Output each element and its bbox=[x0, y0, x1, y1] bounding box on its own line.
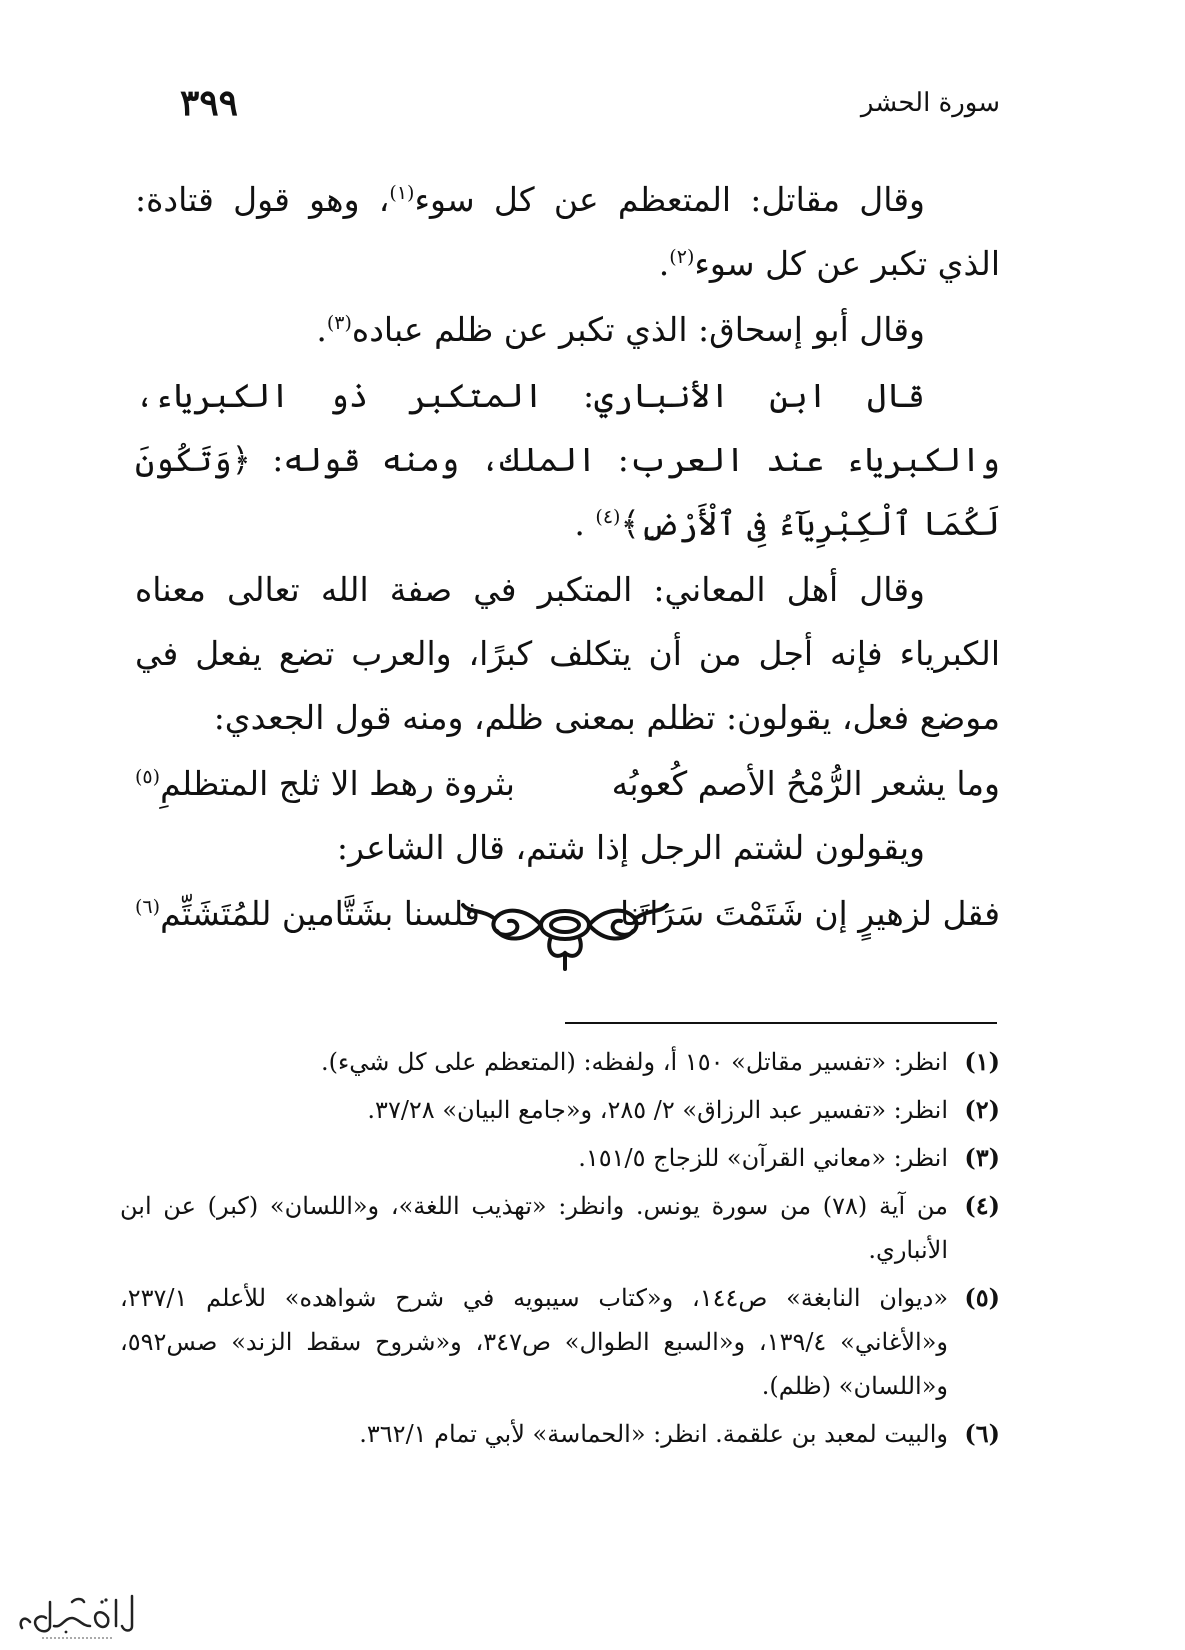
footnote-text: من آية (٧٨) من سورة يونس. وانظر: «تهذيب اللغة»، و«اللسان» (كبر) عن ابن الأنباري. bbox=[120, 1192, 949, 1264]
footnote-text: انظر: «تفسير عبد الرزاق» ٢/ ٢٨٥، و«جامع البيان» ٣٧/٢٨. bbox=[367, 1096, 948, 1124]
paragraph-muqatil bbox=[135, 168, 1000, 296]
page-number: ٣٩٩ bbox=[180, 82, 239, 124]
footnote-number: (٢) bbox=[964, 1095, 1000, 1124]
verse-text: فلسنا بشَتَّامين للمُتَشَتِّم bbox=[160, 894, 480, 933]
footnote-text: والبيت لمعبد بن علقمة. انظر: «الحماسة» لأبي تمام ٣٦٢/١. bbox=[359, 1420, 948, 1448]
paragraph-text: . bbox=[574, 504, 596, 543]
watermark-logo-icon bbox=[12, 1588, 142, 1643]
paragraph-ibn-alanbari bbox=[135, 364, 1000, 556]
paragraph-abu-ishaq bbox=[135, 298, 1000, 362]
footnote-text: انظر: «معاني القرآن» للزجاج ١٥١/٥. bbox=[578, 1144, 948, 1172]
footnote-separator bbox=[565, 1022, 997, 1024]
paragraph-text: . bbox=[658, 244, 670, 283]
paragraph-text: قال ابن الأنباري: المتكبر ذو الكبرياء، والكبرياء عند العرب: الملك، ومنه قوله: ﴿وَتَكُونَ لَكُمَا ٱلْكِبْرِيَآءُ فِى ٱلْأَرْضِ﴾ bbox=[135, 376, 1000, 543]
footnote-ref-5: (٥) bbox=[135, 766, 161, 788]
main-text bbox=[135, 168, 1000, 946]
footnote-item bbox=[120, 1088, 1000, 1132]
footnote-ref-4: (٤) bbox=[595, 506, 621, 528]
footnote-number: (٣) bbox=[964, 1143, 1000, 1172]
paragraph-text: وقال أبو إسحاق: الذي تكبر عن ظلم عباده bbox=[351, 310, 925, 349]
footnote-ref-2: (٢) bbox=[669, 246, 695, 268]
verse-first-hemistich: فقل لزهيرٍ إن شَتَمْتَ سَرَاتَنا bbox=[620, 894, 1000, 933]
verse-second-hemistich bbox=[135, 882, 480, 946]
footnote-ref-1: (١) bbox=[389, 182, 415, 204]
paragraph-shatm: ويقولون لشتم الرجل إذا شتم، قال الشاعر: bbox=[336, 828, 925, 867]
footnote-ref-6: (٦) bbox=[135, 896, 161, 918]
poetry-verse-1 bbox=[135, 752, 1000, 816]
footnote-item bbox=[120, 1184, 1000, 1272]
footnote-item bbox=[120, 1136, 1000, 1180]
footnote-number: (٥) bbox=[964, 1283, 1000, 1312]
footnotes bbox=[120, 1040, 1000, 1460]
footnote-item bbox=[120, 1276, 1000, 1408]
footnote-text: انظر: «تفسير مقاتل» ١٥٠ أ، ولفظه: (المتعظم على كل شيء). bbox=[320, 1048, 948, 1076]
paragraph-text: وقال مقاتل: المتعظم عن كل سوء bbox=[414, 180, 925, 219]
verse-text: بثروة رهط الا ثلج المتظلمِ bbox=[160, 764, 515, 803]
footnote-number: (١) bbox=[964, 1047, 1000, 1076]
paragraph-text: . bbox=[316, 310, 327, 349]
verse-second-hemistich bbox=[135, 752, 515, 816]
page-header bbox=[180, 82, 1000, 132]
footnote-item bbox=[120, 1412, 1000, 1456]
footnote-text: «ديوان النابغة» ص١٤٤، و«كتاب سيبويه في شرح شواهده» للأعلم ٢٣٧/١، و«الأغاني» ١٣٩/٤، و«السبع الطوال» ص٣٤٧، و«شروح سقط الزند» صس٥٩٢، و«اللسان» (ظلم). bbox=[120, 1284, 949, 1400]
footnote-item bbox=[120, 1040, 1000, 1084]
footnote-number: (٤) bbox=[964, 1191, 1000, 1220]
section-ornament-icon bbox=[455, 895, 675, 975]
paragraph-ahl-almaani: وقال أهل المعاني: المتكبر في صفة الله تعالى معناه الكبرياء فإنه أجل من أن يتكلف كبرًا، والعرب تضع يفعل في موضع فعل، يقولون: تظلم بمعنى ظلم، ومنه قول الجعدي: bbox=[135, 570, 1000, 737]
surah-title: سورة الحشر bbox=[860, 88, 1000, 118]
verse-first-hemistich: وما يشعر الرُّمْحُ الأصم كُعوبُه bbox=[611, 764, 1000, 803]
footnote-ref-3: (٣) bbox=[326, 312, 352, 334]
paragraph-text: ، وهو قول قتادة: الذي تكبر عن كل سوء bbox=[135, 180, 1000, 283]
footnote-number: (٦) bbox=[964, 1419, 1000, 1448]
